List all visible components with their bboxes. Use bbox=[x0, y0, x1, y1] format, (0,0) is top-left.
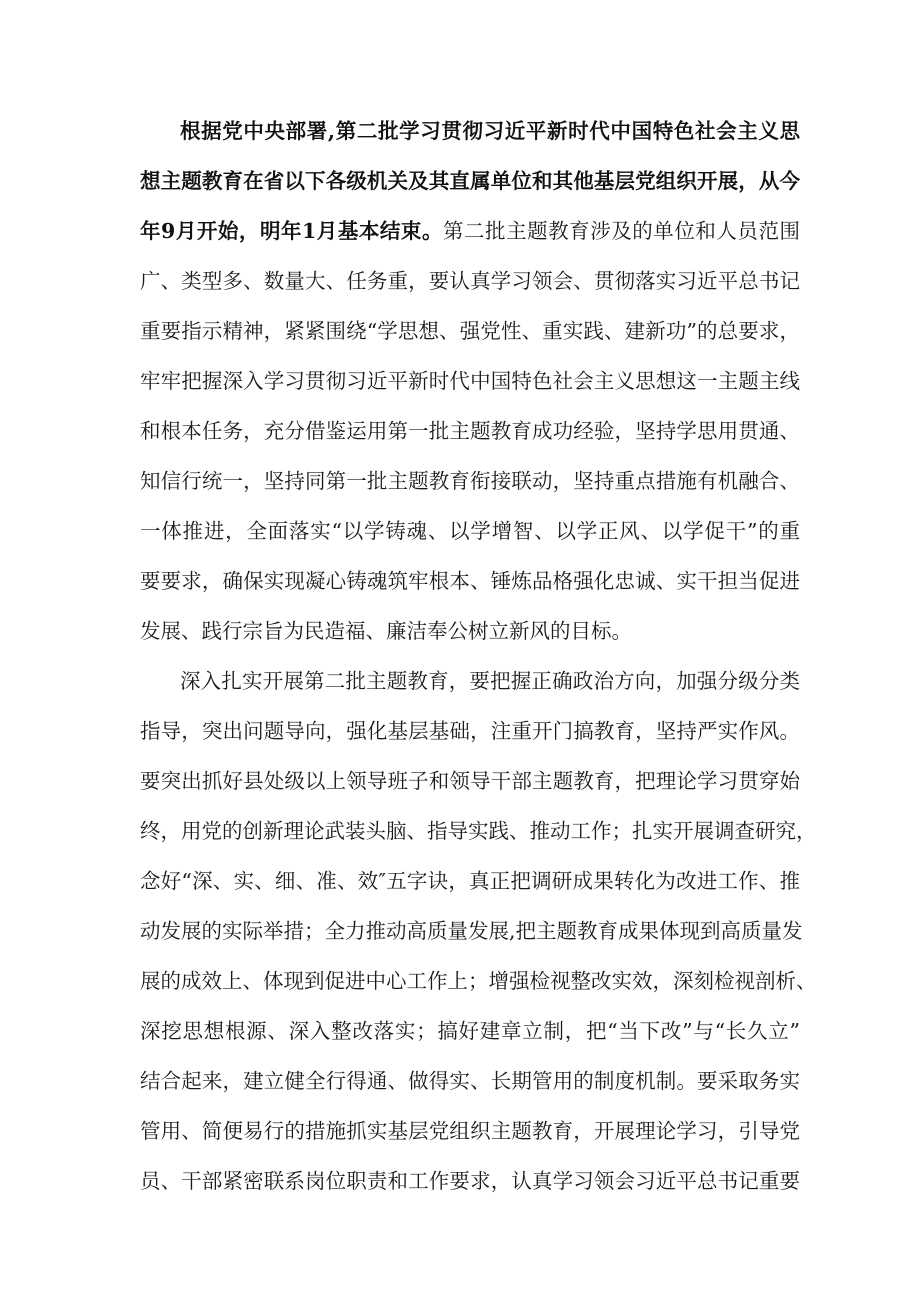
paragraph-1-line-2 bbox=[140, 163, 800, 199]
paragraph-2-line-4 bbox=[140, 813, 817, 849]
paragraph-2-line-8 bbox=[140, 1013, 800, 1049]
paragraph-1-line-3 bbox=[140, 213, 800, 249]
body-text: 管用、简便易行的措施抓实基层党组织主题教育，开展理论学习，引导党 bbox=[140, 1119, 800, 1143]
body-text: 动发展的实际举措；全力推动高质量发展,把主题教育成果体现到高质量发 bbox=[140, 919, 803, 943]
paragraph-1-line-5 bbox=[140, 313, 800, 349]
paragraph-1-line-6 bbox=[140, 363, 800, 399]
body-text: 念好“深、实、细、准、效″五字诀，真正把调研成果转化为改进工作、推 bbox=[140, 869, 800, 893]
body-text: 一体推进，全面落实“以学铸魂、以学增智、以学正风、以学促干”的重 bbox=[140, 519, 800, 543]
body-text: 发展、践行宗旨为民造福、廉洁奉公树立新风的目标。 bbox=[140, 619, 632, 643]
paragraph-2-line-1 bbox=[180, 663, 800, 699]
paragraph-1-line-7 bbox=[140, 413, 800, 449]
body-text: 要要求，确保实现凝心铸魂筑牢根本、锤炼品格强化忠诚、实干担当促进 bbox=[140, 569, 800, 593]
paragraph-2-line-7 bbox=[140, 963, 817, 999]
body-text: 牢牢把握深入学习贯彻习近平新时代中国特色社会主义思想这一主题主线 bbox=[140, 369, 800, 393]
paragraph-1-line-8 bbox=[140, 463, 800, 499]
paragraph-1-line-9 bbox=[140, 513, 800, 549]
paragraph-2-line-2 bbox=[140, 713, 800, 749]
bold-text: 年9月开始，明年1月基本结束。 bbox=[140, 219, 443, 243]
paragraph-2-line-5 bbox=[140, 863, 800, 899]
body-text: 深入扎实开展第二批主题教育，要把握正确政治方向，加强分级分类 bbox=[180, 669, 800, 693]
body-text: 员、干部紧密联系岗位职责和工作要求，认真学习领会习近平总书记重要 bbox=[140, 1169, 800, 1193]
paragraph-2-line-3 bbox=[140, 763, 800, 799]
body-text: 结合起来，建立健全行得通、做得实、长期管用的制度机制。要采取务实 bbox=[140, 1069, 800, 1093]
bold-text: 根据党中央部署,第二批学习贯彻习近平新时代中国特色社会主义思 bbox=[180, 119, 800, 143]
paragraph-1-line-1 bbox=[180, 113, 800, 149]
bold-text: 想主题教育在省以下各级机关及其直属单位和其他基层党组织开展，从今 bbox=[140, 169, 800, 193]
paragraph-1-line-11 bbox=[140, 613, 800, 649]
body-text: 和根本任务，充分借鉴运用第一批主题教育成功经验，坚持学思用贯通、 bbox=[140, 419, 800, 443]
paragraph-2-line-6 bbox=[140, 913, 803, 949]
body-text: 终，用党的创新理论武装头脑、指导实践、推动工作；扎实开展调查研究， bbox=[140, 819, 817, 843]
body-text: 重要指示精神，紧紧围绕“学思想、强党性、重实践、建新功”的总要求， bbox=[140, 319, 800, 343]
body-text: 展的成效上、体现到促进中心工作上；增强检视整改实效，深刻检视剖析、 bbox=[140, 969, 817, 993]
paragraph-2-line-9 bbox=[140, 1063, 800, 1099]
body-text: 指导，突出问题导向，强化基层基础，注重开门搞教育，坚持严实作风。 bbox=[140, 719, 800, 743]
body-text: 第二批主题教育涉及的单位和人员范围 bbox=[443, 219, 800, 243]
body-text: 知信行统一，坚持同第一批主题教育衔接联动，坚持重点措施有机融合、 bbox=[140, 469, 800, 493]
body-text: 要突出抓好县处级以上领导班子和领导干部主题教育，把理论学习贯穿始 bbox=[140, 769, 800, 793]
paragraph-1-line-10 bbox=[140, 563, 800, 599]
paragraph-1-line-4 bbox=[140, 263, 800, 299]
paragraph-2-line-11 bbox=[140, 1163, 800, 1199]
paragraph-2-line-10 bbox=[140, 1113, 800, 1149]
body-text: 广、类型多、数量大、任务重，要认真学习领会、贯彻落实习近平总书记 bbox=[140, 269, 800, 293]
body-text: 深挖思想根源、深入整改落实；搞好建章立制，把“当下改”与“长久立” bbox=[140, 1019, 800, 1043]
